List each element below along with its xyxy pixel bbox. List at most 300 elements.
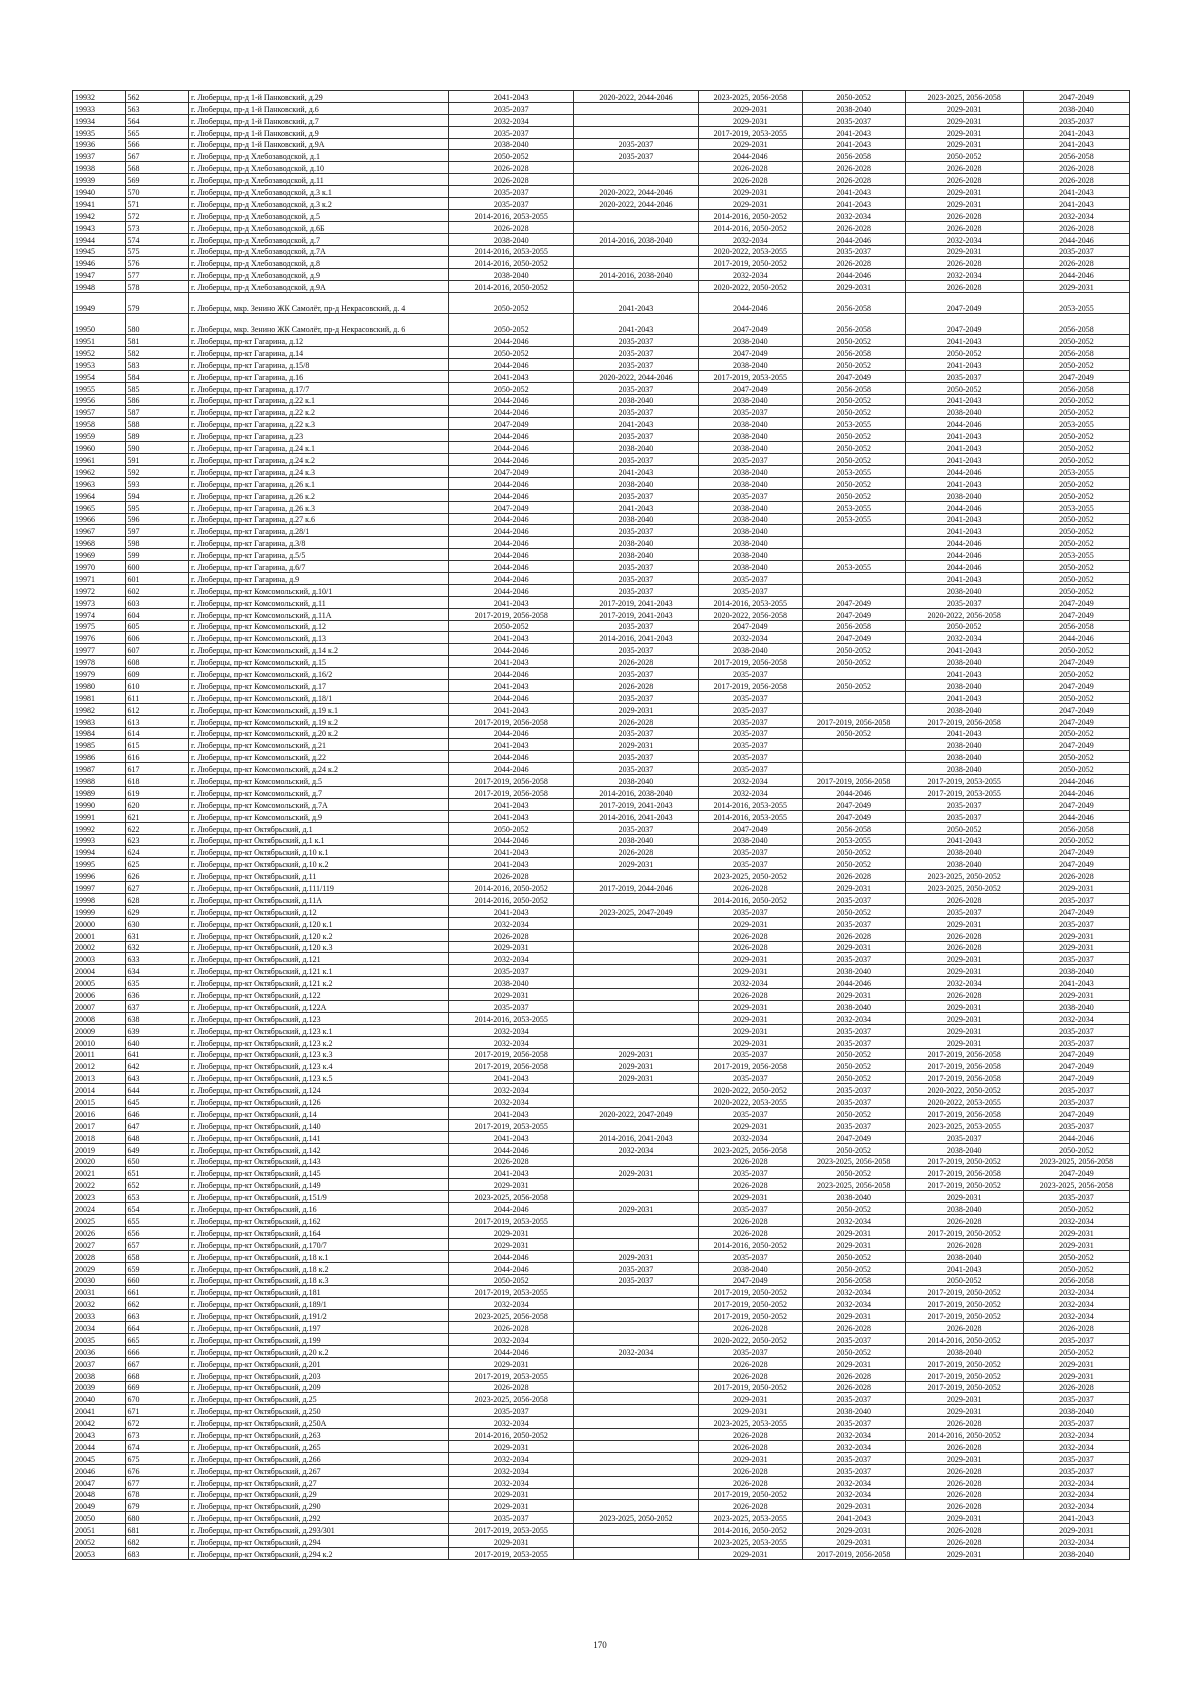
- row-index-cell: 640: [125, 1036, 188, 1048]
- period-3-cell: 2014-2016, 2050-2052: [698, 1524, 802, 1536]
- period-4-cell: 2050-2052: [802, 1203, 905, 1215]
- period-6-cell: 2047-2049: [1023, 1048, 1129, 1060]
- period-1-cell: 2038-2040: [449, 233, 574, 245]
- table-row: [73, 1250, 1130, 1262]
- row-index-cell: 660: [125, 1274, 188, 1286]
- period-1-cell: 2041-2043: [449, 846, 574, 858]
- period-5-cell: 2029-2031: [905, 917, 1023, 929]
- record-number-cell: 20018: [73, 1131, 126, 1143]
- address-cell: г. Люберцы, пр-кт Октябрьский, д.11: [188, 870, 448, 882]
- table-row: [73, 335, 1130, 347]
- period-3-cell: 2029-2031: [698, 138, 802, 150]
- record-number-cell: 19984: [73, 727, 126, 739]
- period-1-cell: 2035-2037: [449, 1405, 574, 1417]
- period-5-cell: 2038-2040: [905, 751, 1023, 763]
- table-row: [73, 561, 1130, 573]
- row-index-cell: 619: [125, 786, 188, 798]
- address-cell: г. Люберцы, пр-кт Октябрьский, д.123: [188, 1012, 448, 1024]
- period-5-cell: 2026-2028: [905, 209, 1023, 221]
- period-3-cell: 2032-2034: [698, 632, 802, 644]
- period-4-cell: 2029-2031: [802, 1524, 905, 1536]
- period-2-cell: 2014-2016, 2038-2040: [574, 786, 699, 798]
- period-4-cell: 2035-2037: [802, 1024, 905, 1036]
- period-1-cell: 2032-2034: [449, 1333, 574, 1345]
- period-4-cell: 2038-2040: [802, 1191, 905, 1203]
- period-5-cell: 2029-2031: [905, 953, 1023, 965]
- period-6-cell: 2032-2034: [1023, 209, 1129, 221]
- period-4-cell: 2035-2037: [802, 1464, 905, 1476]
- period-2-cell: [574, 1405, 699, 1417]
- period-2-cell: 2038-2040: [574, 549, 699, 561]
- period-5-cell: 2038-2040: [905, 1345, 1023, 1357]
- address-cell: г. Люберцы, пр-кт Октябрьский, д.123 к.3: [188, 1048, 448, 1060]
- period-1-cell: 2041-2043: [449, 679, 574, 691]
- row-index-cell: 620: [125, 798, 188, 810]
- row-index-cell: 647: [125, 1119, 188, 1131]
- period-2-cell: 2020-2022, 2044-2046: [574, 186, 699, 198]
- table-row: [73, 691, 1130, 703]
- period-6-cell: 2056-2058: [1023, 347, 1129, 359]
- address-cell: г. Люберцы, пр-д Хлебозаводской, д.3 к.2: [188, 198, 448, 210]
- period-5-cell: 2026-2028: [905, 174, 1023, 186]
- record-number-cell: 20050: [73, 1512, 126, 1524]
- period-4-cell: 2035-2037: [802, 1393, 905, 1405]
- period-3-cell: 2017-2019, 2053-2055: [698, 126, 802, 138]
- period-3-cell: 2038-2040: [698, 525, 802, 537]
- record-number-cell: 19973: [73, 596, 126, 608]
- row-index-cell: 631: [125, 929, 188, 941]
- period-2-cell: [574, 929, 699, 941]
- period-6-cell: 2035-2037: [1023, 1084, 1129, 1096]
- period-4-cell: 2050-2052: [802, 358, 905, 370]
- period-3-cell: 2032-2034: [698, 977, 802, 989]
- row-index-cell: 611: [125, 691, 188, 703]
- period-6-cell: 2050-2052: [1023, 513, 1129, 525]
- table-row: [73, 1108, 1130, 1120]
- row-index-cell: 630: [125, 917, 188, 929]
- address-cell: г. Люберцы, пр-кт Гагарина, д.22 к.3: [188, 418, 448, 430]
- record-number-cell: 20003: [73, 953, 126, 965]
- period-1-cell: 2026-2028: [449, 1155, 574, 1167]
- period-4-cell: 2050-2052: [802, 1072, 905, 1084]
- period-6-cell: 2032-2034: [1023, 1476, 1129, 1488]
- period-2-cell: 2014-2016, 2038-2040: [574, 269, 699, 281]
- period-6-cell: 2056-2058: [1023, 822, 1129, 834]
- address-cell: г. Люберцы, пр-кт Октябрьский, д.141: [188, 1131, 448, 1143]
- period-4-cell: 2032-2034: [802, 1440, 905, 1452]
- record-number-cell: 19976: [73, 632, 126, 644]
- period-1-cell: 2044-2046: [449, 489, 574, 501]
- period-1-cell: 2017-2019, 2056-2058: [449, 786, 574, 798]
- period-2-cell: [574, 1476, 699, 1488]
- record-number-cell: 19935: [73, 126, 126, 138]
- period-5-cell: 2038-2040: [905, 1203, 1023, 1215]
- table-row: [73, 1298, 1130, 1310]
- record-number-cell: 19987: [73, 763, 126, 775]
- row-index-cell: 600: [125, 561, 188, 573]
- period-4-cell: 2047-2049: [802, 370, 905, 382]
- row-index-cell: 638: [125, 1012, 188, 1024]
- table-row: [73, 314, 1130, 335]
- period-3-cell: 2023-2025, 2053-2055: [698, 1536, 802, 1548]
- record-number-cell: 19992: [73, 822, 126, 834]
- address-cell: г. Люберцы, пр-кт Гагарина, д.16: [188, 370, 448, 382]
- period-5-cell: 2041-2043: [905, 668, 1023, 680]
- row-index-cell: 669: [125, 1381, 188, 1393]
- period-4-cell: 2029-2031: [802, 1500, 905, 1512]
- period-4-cell: 2047-2049: [802, 608, 905, 620]
- period-1-cell: 2044-2046: [449, 454, 574, 466]
- period-3-cell: 2026-2028: [698, 929, 802, 941]
- period-5-cell: 2044-2046: [905, 465, 1023, 477]
- period-1-cell: 2050-2052: [449, 150, 574, 162]
- row-index-cell: 583: [125, 358, 188, 370]
- address-cell: г. Люберцы, пр-кт Октябрьский, д.145: [188, 1167, 448, 1179]
- period-3-cell: 2038-2040: [698, 834, 802, 846]
- table-row: [73, 739, 1130, 751]
- row-index-cell: 602: [125, 584, 188, 596]
- period-2-cell: 2035-2037: [574, 358, 699, 370]
- period-3-cell: 2029-2031: [698, 917, 802, 929]
- period-5-cell: 2038-2040: [905, 739, 1023, 751]
- period-2-cell: [574, 1322, 699, 1334]
- period-1-cell: 2029-2031: [449, 1536, 574, 1548]
- period-3-cell: 2047-2049: [698, 822, 802, 834]
- period-1-cell: 2038-2040: [449, 138, 574, 150]
- period-4-cell: 2041-2043: [802, 186, 905, 198]
- row-index-cell: 650: [125, 1155, 188, 1167]
- period-4-cell: 2050-2052: [802, 1060, 905, 1072]
- record-number-cell: 19960: [73, 442, 126, 454]
- period-6-cell: 2032-2034: [1023, 1012, 1129, 1024]
- address-cell: г. Люберцы, пр-д Хлебозаводской, д.6Б: [188, 221, 448, 233]
- table-row: [73, 358, 1130, 370]
- row-index-cell: 641: [125, 1048, 188, 1060]
- period-3-cell: 2026-2028: [698, 1464, 802, 1476]
- period-1-cell: 2035-2037: [449, 1512, 574, 1524]
- address-cell: г. Люберцы, пр-кт Октябрьский, д.122А: [188, 1001, 448, 1013]
- period-4-cell: 2050-2052: [802, 489, 905, 501]
- period-2-cell: [574, 1452, 699, 1464]
- record-number-cell: 20053: [73, 1547, 126, 1559]
- row-index-cell: 563: [125, 102, 188, 114]
- period-5-cell: 2038-2040: [905, 656, 1023, 668]
- record-number-cell: 20049: [73, 1500, 126, 1512]
- period-3-cell: 2038-2040: [698, 477, 802, 489]
- address-cell: г. Люберцы, пр-д Хлебозаводской, д.11: [188, 174, 448, 186]
- row-index-cell: 653: [125, 1191, 188, 1203]
- row-index-cell: 677: [125, 1476, 188, 1488]
- record-number-cell: 20021: [73, 1167, 126, 1179]
- period-6-cell: 2047-2049: [1023, 858, 1129, 870]
- period-4-cell: 2029-2031: [802, 1357, 905, 1369]
- record-number-cell: 19980: [73, 679, 126, 691]
- address-cell: г. Люберцы, пр-кт Октябрьский, д.25: [188, 1393, 448, 1405]
- table-row: [73, 174, 1130, 186]
- period-4-cell: 2026-2028: [802, 221, 905, 233]
- table-row: [73, 1357, 1130, 1369]
- period-1-cell: 2041-2043: [449, 656, 574, 668]
- period-1-cell: 2023-2025, 2056-2058: [449, 1191, 574, 1203]
- period-3-cell: 2017-2019, 2056-2058: [698, 1060, 802, 1072]
- record-number-cell: 20043: [73, 1429, 126, 1441]
- record-number-cell: 20008: [73, 1012, 126, 1024]
- period-6-cell: 2038-2040: [1023, 1547, 1129, 1559]
- record-number-cell: 20024: [73, 1203, 126, 1215]
- period-4-cell: 2050-2052: [802, 430, 905, 442]
- period-3-cell: 2035-2037: [698, 406, 802, 418]
- period-5-cell: 2023-2025, 2050-2052: [905, 882, 1023, 894]
- table-row: [73, 894, 1130, 906]
- table-row: [73, 1238, 1130, 1250]
- period-3-cell: 2029-2031: [698, 198, 802, 210]
- period-2-cell: [574, 1012, 699, 1024]
- period-2-cell: 2035-2037: [574, 382, 699, 394]
- period-4-cell: [802, 703, 905, 715]
- address-cell: г. Люберцы, пр-кт Октябрьский, д.292: [188, 1512, 448, 1524]
- row-index-cell: 593: [125, 477, 188, 489]
- row-index-cell: 605: [125, 620, 188, 632]
- table-row: [73, 549, 1130, 561]
- period-2-cell: 2038-2040: [574, 442, 699, 454]
- address-cell: г. Люберцы, пр-кт Гагарина, д.27 к.6: [188, 513, 448, 525]
- address-cell: г. Люберцы, пр-д Хлебозаводской, д.10: [188, 162, 448, 174]
- record-number-cell: 19966: [73, 513, 126, 525]
- period-1-cell: 2044-2046: [449, 513, 574, 525]
- record-number-cell: 20041: [73, 1405, 126, 1417]
- row-index-cell: 608: [125, 656, 188, 668]
- record-number-cell: 19952: [73, 347, 126, 359]
- period-3-cell: 2029-2031: [698, 1393, 802, 1405]
- period-1-cell: 2041-2043: [449, 703, 574, 715]
- period-3-cell: 2032-2034: [698, 269, 802, 281]
- table-row: [73, 1167, 1130, 1179]
- row-index-cell: 651: [125, 1167, 188, 1179]
- row-index-cell: 567: [125, 150, 188, 162]
- period-3-cell: 2035-2037: [698, 584, 802, 596]
- table-row: [73, 1179, 1130, 1191]
- record-number-cell: 19985: [73, 739, 126, 751]
- period-6-cell: 2035-2037: [1023, 894, 1129, 906]
- period-5-cell: 2026-2028: [905, 162, 1023, 174]
- period-5-cell: 2026-2028: [905, 1322, 1023, 1334]
- row-index-cell: 683: [125, 1547, 188, 1559]
- period-3-cell: 2035-2037: [698, 727, 802, 739]
- address-cell: г. Люберцы, пр-кт Комсомольский, д.18/1: [188, 691, 448, 703]
- period-3-cell: 2026-2028: [698, 1429, 802, 1441]
- row-index-cell: 658: [125, 1250, 188, 1262]
- table-row: [73, 834, 1130, 846]
- period-6-cell: 2050-2052: [1023, 727, 1129, 739]
- period-1-cell: 2017-2019, 2053-2055: [449, 1215, 574, 1227]
- period-5-cell: 2038-2040: [905, 679, 1023, 691]
- period-5-cell: 2026-2028: [905, 1536, 1023, 1548]
- table-row: [73, 1452, 1130, 1464]
- period-1-cell: 2044-2046: [449, 834, 574, 846]
- period-5-cell: 2014-2016, 2050-2052: [905, 1333, 1023, 1345]
- period-6-cell: 2056-2058: [1023, 314, 1129, 335]
- row-index-cell: 610: [125, 679, 188, 691]
- period-4-cell: 2035-2037: [802, 1036, 905, 1048]
- record-number-cell: 20007: [73, 1001, 126, 1013]
- table-row: [73, 810, 1130, 822]
- record-number-cell: 19969: [73, 549, 126, 561]
- period-4-cell: 2044-2046: [802, 233, 905, 245]
- period-4-cell: 2047-2049: [802, 596, 905, 608]
- period-6-cell: 2044-2046: [1023, 775, 1129, 787]
- address-cell: г. Люберцы, пр-кт Комсомольский, д.14 к.2: [188, 644, 448, 656]
- row-index-cell: 652: [125, 1179, 188, 1191]
- period-5-cell: 2029-2031: [905, 1512, 1023, 1524]
- table-row: [73, 114, 1130, 126]
- table-row: [73, 584, 1130, 596]
- period-6-cell: 2044-2046: [1023, 269, 1129, 281]
- table-row: [73, 858, 1130, 870]
- period-4-cell: 2035-2037: [802, 894, 905, 906]
- period-2-cell: 2014-2016, 2038-2040: [574, 233, 699, 245]
- period-5-cell: 2029-2031: [905, 102, 1023, 114]
- row-index-cell: 580: [125, 314, 188, 335]
- table-row: [73, 679, 1130, 691]
- row-index-cell: 606: [125, 632, 188, 644]
- period-1-cell: 2029-2031: [449, 1357, 574, 1369]
- period-1-cell: 2044-2046: [449, 358, 574, 370]
- record-number-cell: 19945: [73, 245, 126, 257]
- period-1-cell: 2044-2046: [449, 1345, 574, 1357]
- row-index-cell: 564: [125, 114, 188, 126]
- table-row: [73, 489, 1130, 501]
- period-2-cell: 2035-2037: [574, 489, 699, 501]
- period-6-cell: 2029-2031: [1023, 1238, 1129, 1250]
- period-4-cell: 2035-2037: [802, 1096, 905, 1108]
- period-4-cell: 2026-2028: [802, 870, 905, 882]
- period-5-cell: 2017-2019, 2056-2058: [905, 1060, 1023, 1072]
- period-5-cell: 2017-2019, 2050-2052: [905, 1179, 1023, 1191]
- address-cell: г. Люберцы, пр-кт Октябрьский, д.121 к.2: [188, 977, 448, 989]
- table-row: [73, 537, 1130, 549]
- period-6-cell: 2047-2049: [1023, 703, 1129, 715]
- period-3-cell: 2029-2031: [698, 102, 802, 114]
- period-3-cell: 2038-2040: [698, 549, 802, 561]
- period-6-cell: 2032-2034: [1023, 1215, 1129, 1227]
- period-2-cell: [574, 1226, 699, 1238]
- period-5-cell: 2035-2037: [905, 798, 1023, 810]
- row-index-cell: 674: [125, 1440, 188, 1452]
- table-row: [73, 281, 1130, 293]
- period-6-cell: 2041-2043: [1023, 138, 1129, 150]
- row-index-cell: 562: [125, 91, 188, 103]
- period-3-cell: 2038-2040: [698, 537, 802, 549]
- period-1-cell: 2014-2016, 2050-2052: [449, 281, 574, 293]
- period-4-cell: 2026-2028: [802, 257, 905, 269]
- address-cell: г. Люберцы, пр-кт Октябрьский, д.294 к.2: [188, 1547, 448, 1559]
- period-2-cell: 2020-2022, 2044-2046: [574, 198, 699, 210]
- address-cell: г. Люберцы, пр-д Хлебозаводской, д.1: [188, 150, 448, 162]
- address-cell: г. Люберцы, пр-кт Октябрьский, д.143: [188, 1155, 448, 1167]
- period-3-cell: 2035-2037: [698, 763, 802, 775]
- record-number-cell: 20046: [73, 1464, 126, 1476]
- period-5-cell: 2017-2019, 2053-2055: [905, 775, 1023, 787]
- period-3-cell: 2035-2037: [698, 846, 802, 858]
- period-5-cell: 2026-2028: [905, 257, 1023, 269]
- period-1-cell: 2044-2046: [449, 763, 574, 775]
- period-4-cell: 2053-2055: [802, 834, 905, 846]
- period-6-cell: 2035-2037: [1023, 1119, 1129, 1131]
- period-5-cell: 2029-2031: [905, 965, 1023, 977]
- period-5-cell: 2041-2043: [905, 644, 1023, 656]
- period-2-cell: 2014-2016, 2041-2043: [574, 632, 699, 644]
- record-number-cell: 20039: [73, 1381, 126, 1393]
- period-6-cell: 2032-2034: [1023, 1536, 1129, 1548]
- table-row: [73, 1547, 1130, 1559]
- period-5-cell: 2026-2028: [905, 1215, 1023, 1227]
- period-2-cell: 2029-2031: [574, 1072, 699, 1084]
- period-5-cell: 2029-2031: [905, 114, 1023, 126]
- period-6-cell: 2056-2058: [1023, 1274, 1129, 1286]
- row-index-cell: 676: [125, 1464, 188, 1476]
- period-5-cell: 2035-2037: [905, 810, 1023, 822]
- period-3-cell: 2035-2037: [698, 668, 802, 680]
- period-3-cell: 2026-2028: [698, 1500, 802, 1512]
- table-row: [73, 1488, 1130, 1500]
- table-row: [73, 1048, 1130, 1060]
- period-6-cell: 2047-2049: [1023, 846, 1129, 858]
- table-row: [73, 1512, 1130, 1524]
- row-index-cell: 649: [125, 1143, 188, 1155]
- period-3-cell: 2035-2037: [698, 691, 802, 703]
- period-1-cell: 2017-2019, 2053-2055: [449, 1119, 574, 1131]
- period-4-cell: 2041-2043: [802, 1512, 905, 1524]
- period-5-cell: 2050-2052: [905, 382, 1023, 394]
- period-6-cell: 2038-2040: [1023, 1405, 1129, 1417]
- period-2-cell: [574, 989, 699, 1001]
- period-6-cell: 2050-2052: [1023, 525, 1129, 537]
- period-3-cell: 2047-2049: [698, 382, 802, 394]
- period-1-cell: 2017-2019, 2056-2058: [449, 715, 574, 727]
- table-row: [73, 1310, 1130, 1322]
- period-1-cell: 2026-2028: [449, 1381, 574, 1393]
- row-index-cell: 599: [125, 549, 188, 561]
- address-cell: г. Люберцы, пр-кт Октябрьский, д.142: [188, 1143, 448, 1155]
- period-3-cell: 2038-2040: [698, 513, 802, 525]
- period-1-cell: 2014-2016, 2050-2052: [449, 1429, 574, 1441]
- period-4-cell: [802, 763, 905, 775]
- period-6-cell: 2041-2043: [1023, 126, 1129, 138]
- period-5-cell: 2029-2031: [905, 126, 1023, 138]
- period-2-cell: [574, 1429, 699, 1441]
- period-2-cell: [574, 1001, 699, 1013]
- table-row: [73, 394, 1130, 406]
- period-6-cell: 2029-2031: [1023, 1226, 1129, 1238]
- period-5-cell: 2029-2031: [905, 1001, 1023, 1013]
- period-1-cell: 2050-2052: [449, 1274, 574, 1286]
- row-index-cell: 672: [125, 1417, 188, 1429]
- period-1-cell: 2032-2034: [449, 1464, 574, 1476]
- period-1-cell: 2017-2019, 2053-2055: [449, 1286, 574, 1298]
- record-number-cell: 20012: [73, 1060, 126, 1072]
- period-5-cell: 2035-2037: [905, 905, 1023, 917]
- period-2-cell: 2038-2040: [574, 513, 699, 525]
- address-cell: г. Люберцы, пр-кт Комсомольский, д.11А: [188, 608, 448, 620]
- period-3-cell: 2038-2040: [698, 442, 802, 454]
- period-4-cell: 2026-2028: [802, 1322, 905, 1334]
- period-1-cell: 2029-2031: [449, 1500, 574, 1512]
- period-4-cell: 2056-2058: [802, 382, 905, 394]
- period-6-cell: 2044-2046: [1023, 786, 1129, 798]
- row-index-cell: 644: [125, 1084, 188, 1096]
- period-2-cell: 2023-2025, 2047-2049: [574, 905, 699, 917]
- period-3-cell: 2047-2049: [698, 314, 802, 335]
